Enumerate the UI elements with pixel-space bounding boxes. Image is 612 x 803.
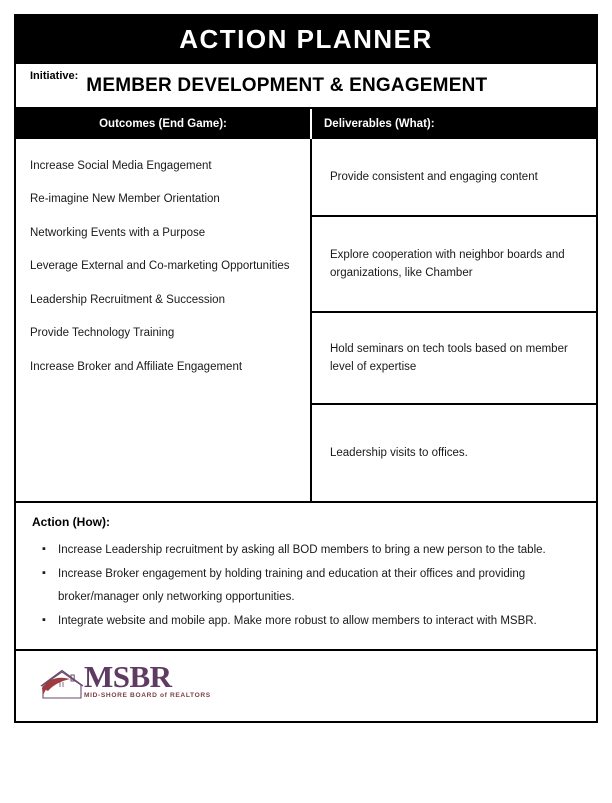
list-item: Increase Broker and Affiliate Engagement	[30, 360, 243, 373]
table-row	[312, 217, 596, 313]
initiative-label: Initiative:	[30, 70, 79, 82]
column-header-deliverables-label: Deliverables (What):	[324, 118, 435, 130]
column-header-outcomes	[16, 109, 312, 139]
deliverable-text: Explore cooperation with neighbor boards and organizations, like Chamber	[330, 248, 565, 279]
column-header-row	[16, 109, 596, 139]
logo-footer	[16, 651, 596, 721]
action-item-text: Increase Broker engagement by holding training and education at their offices and providing broker/manager only networking opportunities.	[58, 568, 526, 603]
table-row	[312, 139, 596, 217]
initiative-row	[16, 62, 596, 109]
list-item: Provide Technology Training	[30, 327, 175, 340]
action-item-text: Increase Leadership recruitment by asking all BOD members to bring a new person to the table.	[58, 544, 546, 556]
action-planner-table	[14, 14, 598, 723]
outcomes-column	[16, 139, 312, 501]
list-item: Networking Events with a Purpose	[30, 226, 206, 239]
document-title-banner	[16, 16, 596, 62]
bullet-icon: ▪	[42, 567, 46, 580]
action-section	[16, 503, 596, 651]
bullet-icon: ▪	[42, 614, 46, 627]
deliverable-text: Provide consistent and engaging content	[330, 170, 538, 183]
list-item	[32, 539, 580, 561]
logo-tagline: MID-SHORE BOARD of REALTORS	[84, 692, 211, 700]
logo-wordmark: MSBR	[84, 658, 172, 694]
column-header-outcomes-label: Outcomes (End Game):	[99, 118, 227, 130]
column-header-deliverables	[312, 109, 596, 139]
list-item	[32, 610, 580, 632]
logo-text-block	[84, 658, 211, 700]
deliverables-column	[312, 139, 596, 501]
table-row	[312, 313, 596, 405]
planner-body	[16, 139, 596, 503]
list-item: Leverage External and Co-marketing Opportunities	[30, 260, 290, 273]
list-item: Increase Social Media Engagement	[30, 160, 212, 172]
action-item-text: Integrate website and mobile app. Make more robust to allow members to interact with MSBR.	[58, 615, 537, 628]
bullet-icon: ▪	[42, 543, 46, 555]
action-bullet-list	[32, 539, 580, 633]
action-section-heading: Action (How):	[32, 515, 110, 529]
page-title: ACTION PLANNER	[179, 24, 433, 54]
list-item: Re-imagine New Member Orientation	[30, 193, 220, 206]
list-item: Leadership Recruitment & Succession	[30, 293, 225, 306]
logo	[40, 658, 220, 700]
table-row	[312, 405, 596, 501]
deliverable-text: Hold seminars on tech tools based on member level of expertise	[330, 342, 568, 373]
list-item	[32, 563, 580, 608]
initiative-value: MEMBER DEVELOPMENT & ENGAGEMENT	[86, 74, 488, 96]
house-with-arrow-logo-icon	[40, 669, 86, 699]
deliverable-text: Leadership visits to offices.	[330, 446, 468, 459]
